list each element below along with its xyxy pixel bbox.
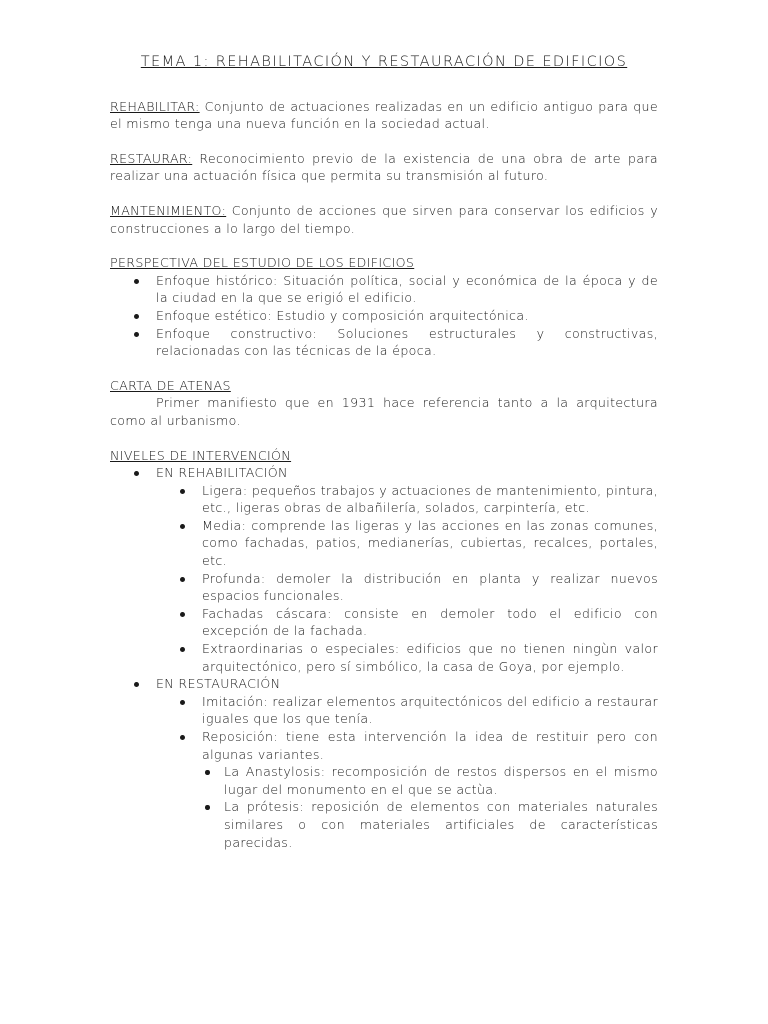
list-item: Enfoque estético: Estudio y composición arquitectónica. xyxy=(110,307,658,325)
bullet-icon xyxy=(134,279,139,284)
definition-text: Reconocimiento previo de la existencia de una obra de arte para realizar una actuación física que permita su transmisión al futuro. xyxy=(110,150,658,184)
section-heading: PERSPECTIVA DEL ESTUDIO DE LOS EDIFICIOS xyxy=(110,255,415,271)
bullet-icon xyxy=(205,805,210,810)
definition-text: Conjunto de acciones que sirven para conservar los edificios y construcciones a lo largo del tiempo. xyxy=(110,202,658,236)
bullet-icon xyxy=(134,314,139,319)
list-item: Ligera: pequeños trabajos y actuaciones de mantenimiento, pintura, etc., ligeras obras de albañilería, solados, carpintería, etc. xyxy=(156,482,658,517)
list-item-rehabilitacion xyxy=(110,464,658,675)
reposicion-sublist xyxy=(202,763,658,851)
perspectiva-list xyxy=(110,272,658,360)
page-title: TEMA 1: REHABILITACIÓN Y RESTAURACIÓN DE EDIFICIOS xyxy=(140,54,628,70)
rehab-list xyxy=(110,482,658,676)
section-carta xyxy=(110,377,658,430)
bullet-icon xyxy=(180,700,185,705)
bullet-icon xyxy=(205,770,210,775)
bullet-icon xyxy=(180,735,185,740)
list-item: Enfoque constructivo: Soluciones estructurales y constructivas, relacionadas con las técnicas de la época. xyxy=(110,325,658,360)
subsection-label: EN RESTAURACIÓN xyxy=(156,676,281,692)
list-item: La Anastylosis: recomposición de restos dispersos en el mismo lugar del monumento en el que se actùa. xyxy=(202,763,658,798)
restaur-list xyxy=(110,693,658,851)
list-item: Fachadas cáscara: consiste en demoler todo el edificio con excepción de la fachada. xyxy=(156,605,658,640)
list-item: Profunda: demoler la distribución en planta y realizar nuevos espacios funcionales. xyxy=(156,570,658,605)
bullet-icon xyxy=(134,682,139,687)
niveles-list xyxy=(110,464,658,851)
subsection-label: EN REHABILITACIÓN xyxy=(156,465,288,481)
definition-rehabilitar xyxy=(110,98,658,133)
bullet-icon xyxy=(180,524,185,529)
term-restaurar: RESTAURAR: xyxy=(110,150,193,166)
bullet-icon xyxy=(180,647,185,652)
carta-text: Primer manifiesto que en 1931 hace referencia tanto a la arquitectura como al urbanismo. xyxy=(110,395,658,428)
list-item: Extraordinarias o especiales: edificios que no tienen ningùn valor arquitectónico, pero sí simbólico, la casa de Goya, por ejemplo. xyxy=(156,640,658,675)
bullet-icon xyxy=(180,489,185,494)
definition-text: Conjunto de actuaciones realizadas en un edificio antiguo para que el mismo tenga una nueva función en la sociedad actual. xyxy=(110,98,658,132)
bullet-icon xyxy=(180,577,185,582)
section-heading: NIVELES DE INTERVENCIÓN xyxy=(110,447,292,463)
list-item: Imitación: realizar elementos arquitectónicos del edificio a restaurar iguales que los que tenía. xyxy=(156,693,658,728)
list-item-restauracion xyxy=(110,675,658,851)
section-niveles xyxy=(110,447,658,852)
list-item: Enfoque histórico: Situación política, social y económica de la época y de la ciudad en la que se erigió el edificio. xyxy=(110,272,658,307)
term-mantenimiento: MANTENIMIENTO: xyxy=(110,202,227,218)
term-rehabilitar: REHABILITAR: xyxy=(110,98,200,114)
section-perspectiva xyxy=(110,254,658,360)
bullet-icon xyxy=(134,332,139,337)
definition-restaurar xyxy=(110,150,658,185)
bullet-icon xyxy=(134,471,139,476)
list-item: Media: comprende las ligeras y las acciones en las zonas comunes, como fachadas, patios, medianerías, cubiertas, recalces, portales, etc. xyxy=(156,517,658,570)
list-item: La prótesis: reposición de elementos con materiales naturales similares o con materiales artificiales de características parecidas. xyxy=(202,798,658,851)
list-item: Reposición: tiene esta intervención la idea de restituir pero con algunas variantes. La Anastylosis: recomposición de restos dispersos en el mismo lugar del monumento en el que se actùa. La prótesis: reposición de elementos con materiales naturales similares o con materiales artificiales de características parecidas. xyxy=(156,728,658,851)
section-heading: CARTA DE ATENAS xyxy=(110,377,231,393)
bullet-icon xyxy=(180,612,185,617)
definition-mantenimiento xyxy=(110,202,658,237)
